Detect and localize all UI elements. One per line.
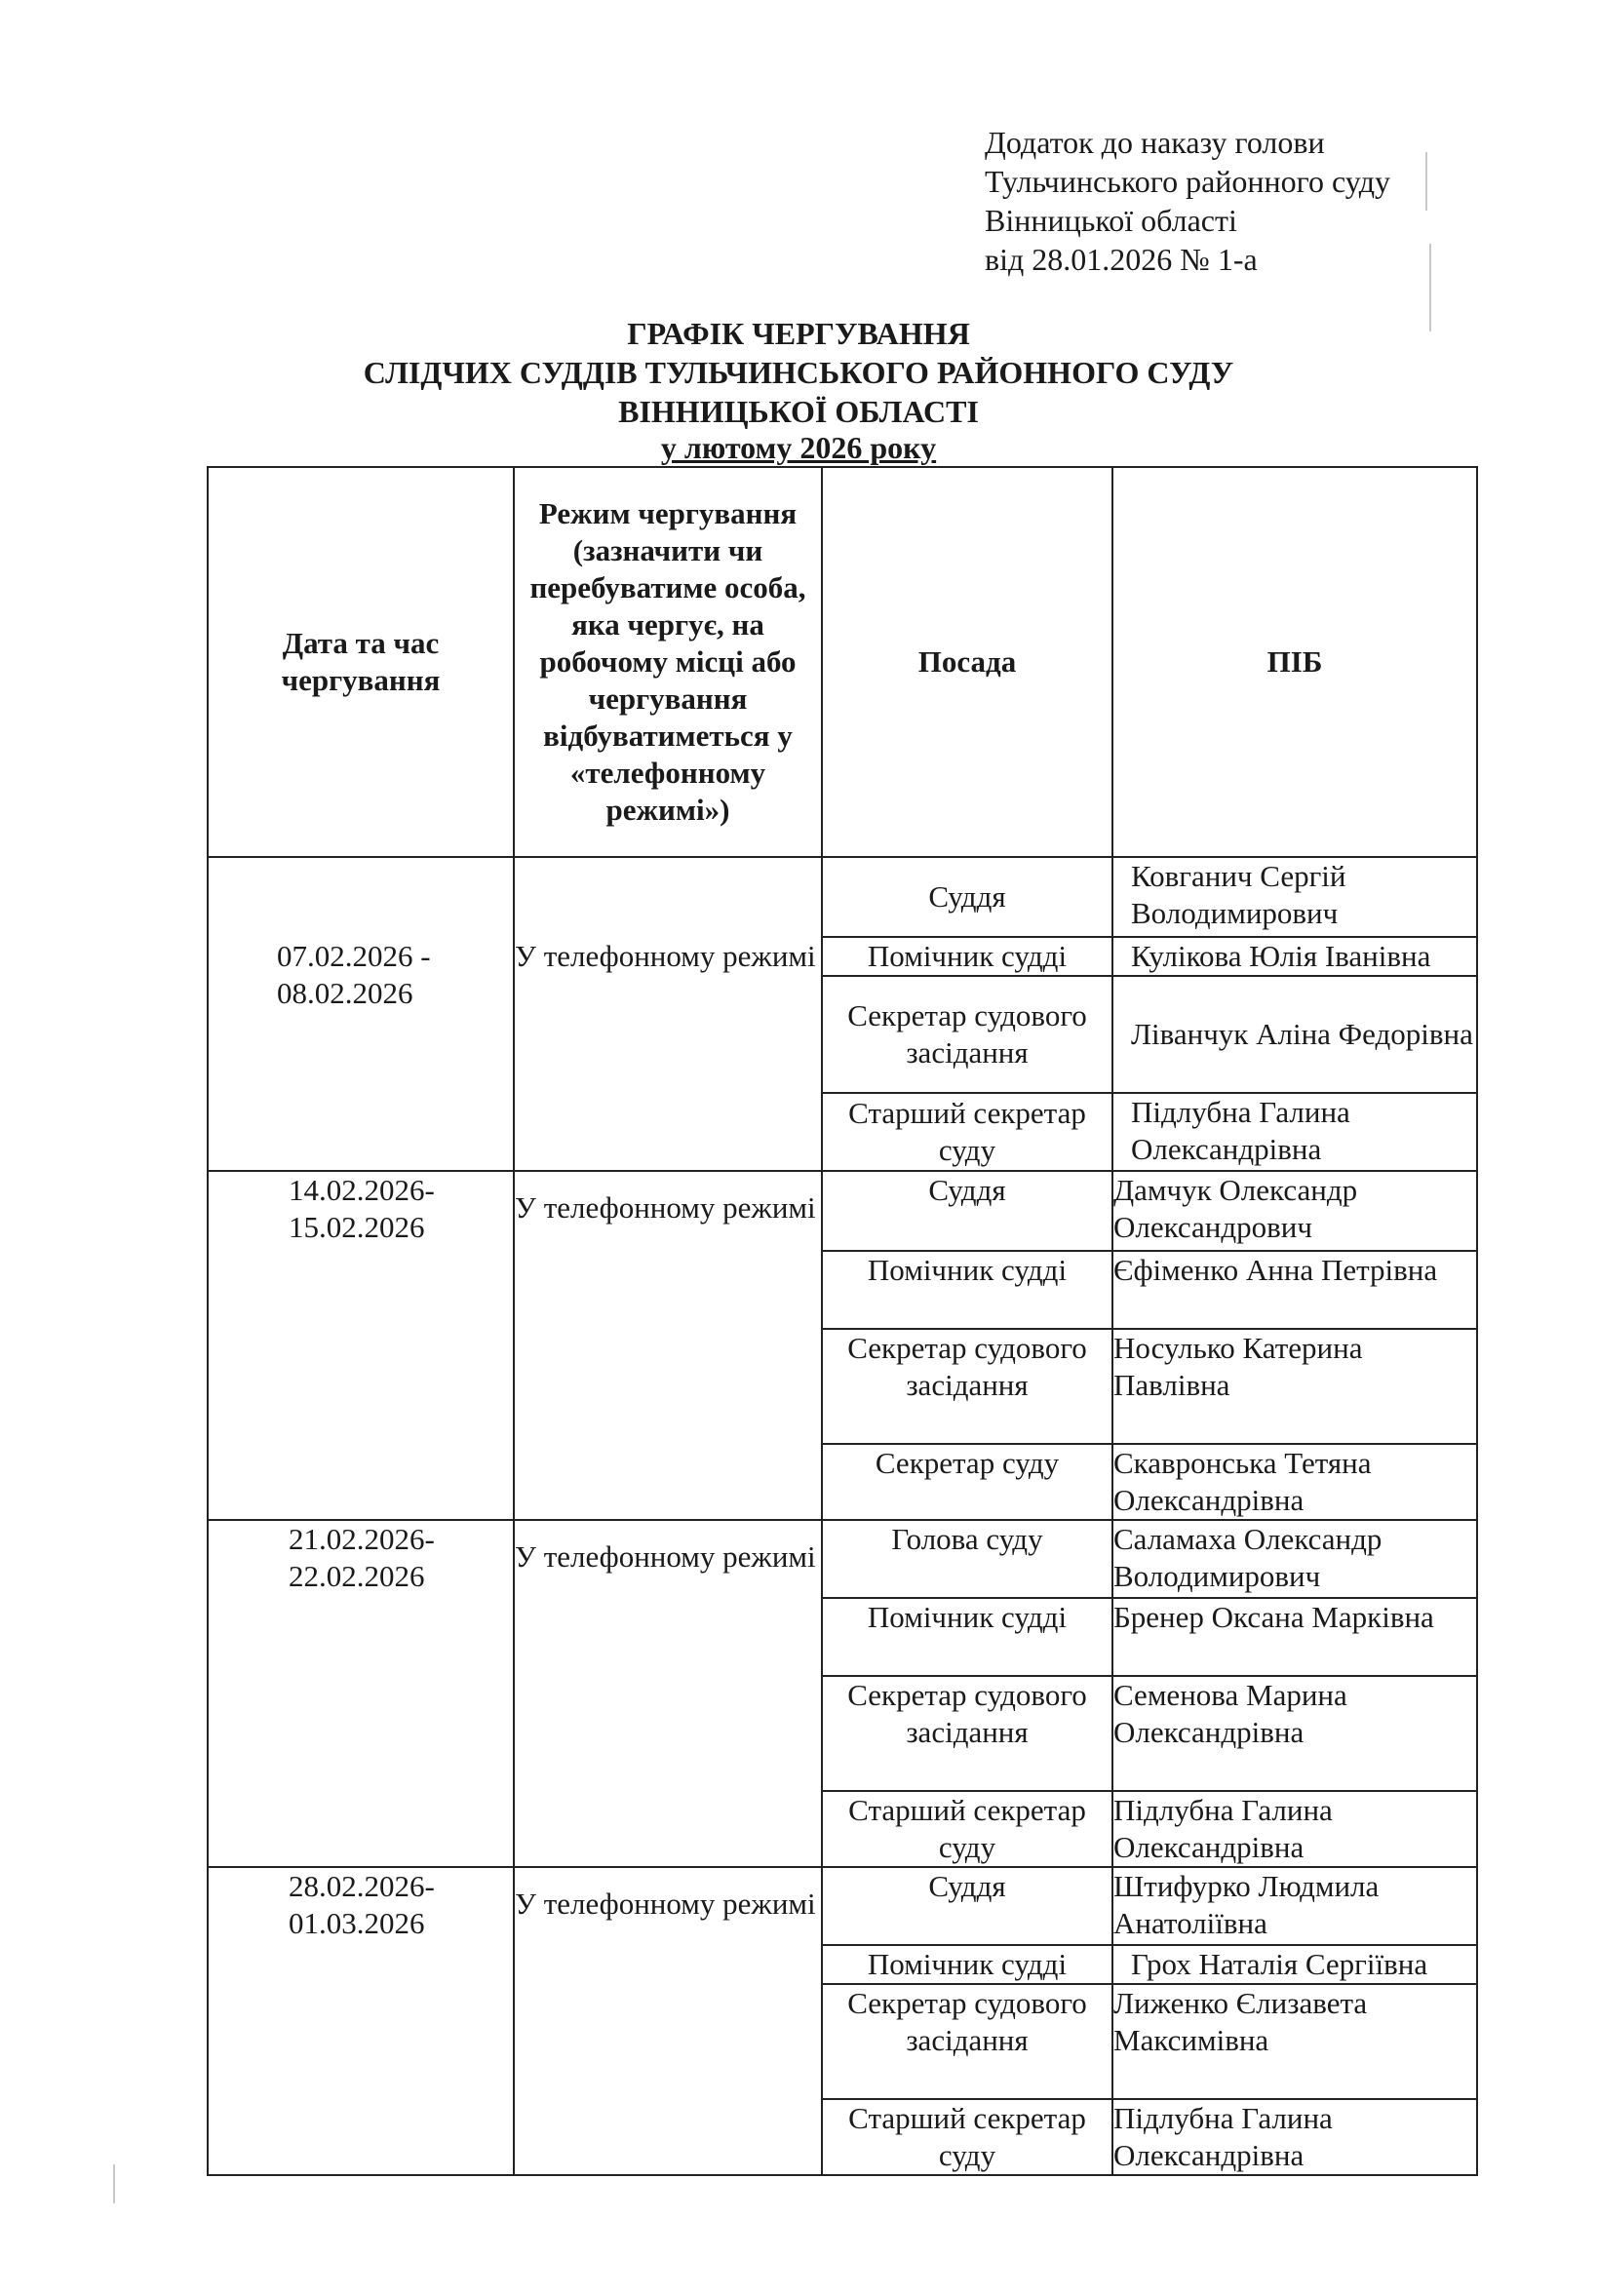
duty-date: 14.02.2026- 15.02.2026 <box>208 1171 514 1520</box>
position-cell: Секретар суду <box>822 1444 1112 1520</box>
duty-mode: У телефонному режимі <box>514 857 822 1171</box>
position-cell: Старший секретар суду <box>822 1791 1112 1867</box>
position-cell: Суддя <box>822 857 1112 937</box>
position-cell: Суддя <box>822 1171 1112 1251</box>
name-cell: Підлубна Галина Олександрівна <box>1112 1093 1477 1171</box>
position-cell: Суддя <box>822 1867 1112 1945</box>
scan-artifact <box>1425 152 1427 211</box>
header-name: ПІБ <box>1112 467 1477 857</box>
duty-schedule-table <box>207 466 1478 2176</box>
table-row <box>208 857 1477 937</box>
addendum-line: Тульчинського районного суду <box>985 164 1391 199</box>
scan-artifact <box>1429 244 1431 331</box>
duty-mode: У телефонному режимі <box>514 1520 822 1867</box>
name-cell: Штифурко Людмила Анатоліївна <box>1112 1867 1477 1945</box>
name-cell: Підлубна Галина Олександрівна <box>1112 1791 1477 1867</box>
title-line: ГРАФІК ЧЕРГУВАННЯ <box>627 316 970 351</box>
position-cell: Секретар судового засідання <box>822 976 1112 1093</box>
name-cell: Саламаха Олександр Володимирович <box>1112 1520 1477 1598</box>
header-position: Посада <box>822 467 1112 857</box>
position-cell: Помічник судді <box>822 937 1112 976</box>
name-cell: Підлубна Галина Олександрівна <box>1112 2099 1477 2175</box>
position-cell: Помічник судді <box>822 1598 1112 1676</box>
document-title <box>0 314 1597 464</box>
duty-date: 07.02.2026 - 08.02.2026 <box>208 857 514 1171</box>
addendum-line: Додаток до наказу голови <box>985 125 1325 160</box>
title-line: СЛІДЧИХ СУДДІВ ТУЛЬЧИНСЬКОГО РАЙОННОГО СУДУ <box>363 355 1234 390</box>
name-cell: Лиженко Єлизавета Максимівна <box>1112 1984 1477 2099</box>
name-cell: Ліванчук Аліна Федорівна <box>1112 976 1477 1093</box>
position-cell: Старший секретар суду <box>822 1093 1112 1171</box>
table-row <box>208 1867 1477 1945</box>
table-row <box>208 1520 1477 1598</box>
name-cell: Бренер Оксана Марківна <box>1112 1598 1477 1676</box>
duty-date: 21.02.2026- 22.02.2026 <box>208 1520 514 1867</box>
name-cell: Семенова Марина Олександрівна <box>1112 1676 1477 1791</box>
position-cell: Помічник судді <box>822 1945 1112 1984</box>
name-cell: Кулікова Юлія Іванівна <box>1112 937 1477 976</box>
position-cell: Секретар судового засідання <box>822 1329 1112 1444</box>
table-row <box>208 1171 1477 1251</box>
name-cell: Скавронська Тетяна Олександрівна <box>1112 1444 1477 1520</box>
name-cell: Ковганич Сергій Володимирович <box>1112 857 1477 937</box>
name-cell: Єфіменко Анна Петрівна <box>1112 1251 1477 1329</box>
position-cell: Помічник судді <box>822 1251 1112 1329</box>
position-cell: Секретар судового засідання <box>822 1984 1112 2099</box>
addendum-date-line: від 28.01.2026 № 1-а <box>985 242 1258 277</box>
duty-mode: У телефонному режимі <box>514 1867 822 2175</box>
duty-date: 28.02.2026- 01.03.2026 <box>208 1867 514 2175</box>
header-mode: Режим чергування (зазначити чи перебуватиме особа, яка чергує, на робочому місці або чергування відбуватиметься у «телефонному режимі») <box>514 467 822 857</box>
addendum-block <box>985 123 1390 279</box>
title-period: у лютому 2026 року <box>660 430 937 465</box>
title-line: ВІННИЦЬКОЇ ОБЛАСТІ <box>618 394 979 429</box>
duty-mode: У телефонному режимі <box>514 1171 822 1520</box>
name-cell: Грох Наталія Сергіївна <box>1112 1945 1477 1984</box>
name-cell: Носулько Катерина Павлівна <box>1112 1329 1477 1444</box>
header-date: Дата та час чергування <box>208 467 514 857</box>
table-header-row <box>208 467 1477 857</box>
position-cell: Голова суду <box>822 1520 1112 1598</box>
scan-artifact <box>113 2164 115 2203</box>
name-cell: Дамчук Олександр Олександрович <box>1112 1171 1477 1251</box>
addendum-line: Вінницької області <box>985 203 1237 238</box>
position-cell: Старший секретар суду <box>822 2099 1112 2175</box>
position-cell: Секретар судового засідання <box>822 1676 1112 1791</box>
